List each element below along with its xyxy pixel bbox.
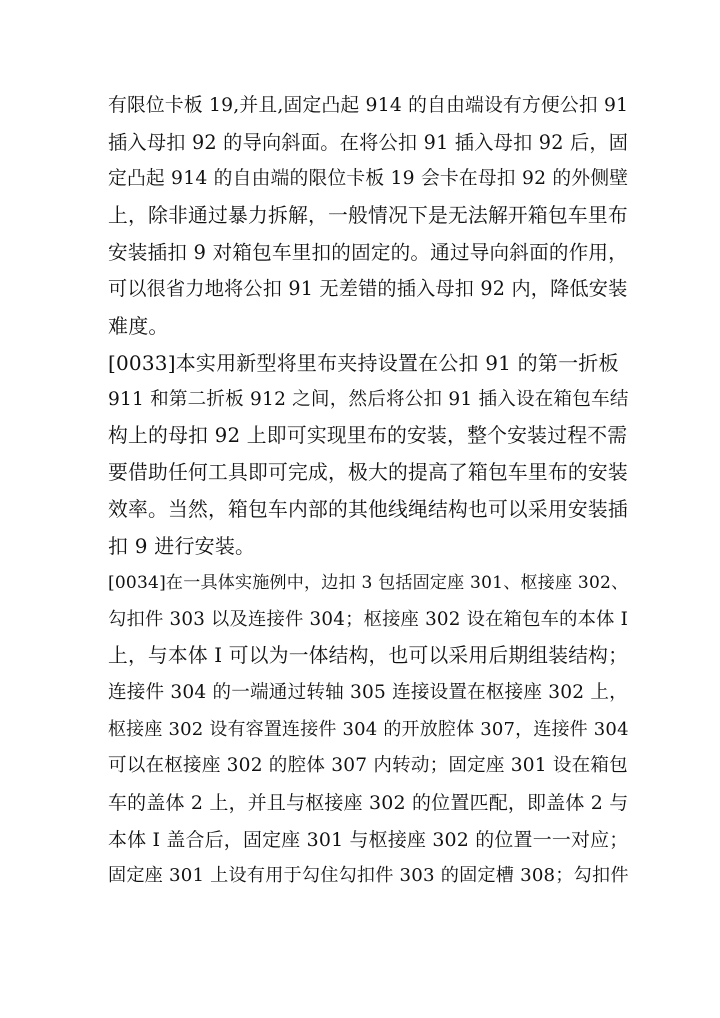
text-line: 扣 9 进行安装。 xyxy=(108,534,256,559)
text-line: 枢接座 302 设有容置连接件 304 的开放腔体 307，连接件 304 xyxy=(108,718,629,740)
text-line: 车的盖体 2 上，并且与枢接座 302 的位置匹配，即盖体 2 与 xyxy=(108,792,629,815)
text-line: 可以在枢接座 302 的腔体 307 内转动；固定座 301 设在箱包 xyxy=(108,755,628,777)
paragraph-0034-line: [0034]在一具体实施例中，边扣 3 包括固定座 301、枢接座 302、 xyxy=(108,572,629,593)
text-line: 固定座 301 上设有用于勾住勾扣件 303 的固定槽 308；勾扣件 xyxy=(108,865,629,887)
text-line: 可以很省力地将公扣 91 无差错的插入母扣 92 内，降低安装 xyxy=(108,277,628,301)
text-line: 安装插扣 9 对箱包车里扣的固定的。通过导向斜面的作用， xyxy=(108,240,628,264)
text-line: 连接件 304 的一端通过转轴 305 连接设置在枢接座 302 上， xyxy=(108,682,628,703)
paragraph-0033-line: [0033]本实用新型将里布夹持设置在公扣 91 的第一折板 xyxy=(108,350,619,375)
text-line: 难度。 xyxy=(108,314,169,339)
text-line: 本体 I 盖合后，固定座 301 与枢接座 302 的位置一一对应； xyxy=(108,828,629,851)
text-line: 勾扣件 303 以及连接件 304；枢接座 302 设在箱包车的本体 I xyxy=(108,608,629,630)
text-line: 上，与本体 I 可以为一体结构，也可以采用后期组装结构； xyxy=(108,644,629,668)
text-line: 上，除非通过暴力拆解，一般情况下是无法解开箱包车里布 xyxy=(108,204,628,228)
text-line: 定凸起 914 的自由端的限位卡板 19 会卡在母扣 92 的外侧壁 xyxy=(108,168,629,190)
text-line: 911 和第二折板 912 之间，然后将公扣 91 插入设在箱包车结 xyxy=(108,388,629,410)
text-line: 构上的母扣 92 上即可实现里布的安装，整个安装过程不需 xyxy=(108,424,628,448)
text-line: 要借助任何工具即可完成，极大的提高了箱包车里布的安装 xyxy=(108,460,628,484)
text-line: 有限位卡板 19,并且,固定凸起 914 的自由端设有方便公扣 91 xyxy=(108,95,629,116)
text-line: 插入母扣 92 的导向斜面。在将公扣 91 插入母扣 92 后，固 xyxy=(108,130,629,154)
body-text xyxy=(108,88,628,895)
text-line: 效率。当然，箱包车内部的其他线绳结构也可以采用安装插 xyxy=(108,497,628,521)
